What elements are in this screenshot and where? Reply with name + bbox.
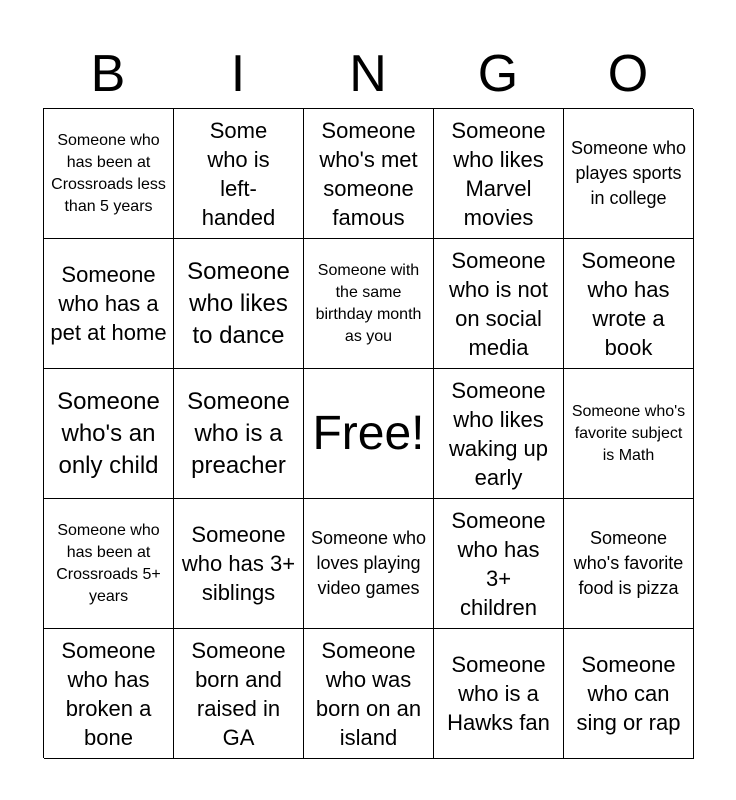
header-letter-g: G [477,45,519,103]
bingo-cell-r2-c1[interactable] [44,239,174,369]
bingo-cell-r3-c1[interactable] [44,369,174,499]
bingo-cell-r1-c2[interactable] [174,109,304,239]
cell-text: Someone who has 3+ children [451,507,546,620]
bingo-cell-r3-c5[interactable] [564,369,694,499]
bingo-cell-r4-c1[interactable] [44,499,174,629]
cell-text: Someone who playes sports in college [570,138,687,208]
cell-text: Some who is left-handed [201,117,276,230]
bingo-cell-r2-c4[interactable] [434,239,564,369]
bingo-cell-r1-c3[interactable] [304,109,434,239]
cell-text: Someone who likes to dance [187,257,290,349]
cell-text: Someone who's favorite subject is Math [571,402,686,464]
header-letter-n: N [349,45,387,103]
cell-text: Someone who has 3+ siblings [181,522,296,605]
cell-text: Someone born and raised in GA [191,637,286,750]
bingo-cell-r5-c5[interactable] [564,629,694,759]
bingo-cell-r5-c1[interactable] [44,629,174,759]
cell-text: Someone who's an only child [57,387,160,479]
bingo-cell-r5-c3[interactable] [304,629,434,759]
bingo-cell-r5-c2[interactable] [174,629,304,759]
bingo-cell-r2-c5[interactable] [564,239,694,369]
bingo-cell-r5-c4[interactable] [434,629,564,759]
bingo-cell-r1-c5[interactable] [564,109,694,239]
cell-text: Someone who likes waking up early [448,377,549,490]
cell-text: Someone who has wrote a book [581,247,676,360]
cell-text: Someone who has been at Crossroads 5+ years [56,521,161,605]
cell-text: Someone who's favorite food is pizza [573,528,684,598]
bingo-cell-r1-c1[interactable] [44,109,174,239]
cell-text: Someone who's met someone famous [319,117,418,230]
bingo-cell-r4-c3[interactable] [304,499,434,629]
bingo-board [43,108,693,758]
header-letter-o: O [607,45,649,103]
bingo-cell-r1-c4[interactable] [434,109,564,239]
bingo-cell-r3-c2[interactable] [174,369,304,499]
bingo-header [43,40,693,108]
bingo-cell-r4-c5[interactable] [564,499,694,629]
cell-text: Someone who is a preacher [187,387,290,479]
cell-text: Someone who has a pet at home [50,262,167,345]
cell-text: Someone with the same birthday month as you [315,261,422,345]
cell-text: Someone who likes Marvel movies [451,117,546,230]
bingo-cell-r2-c2[interactable] [174,239,304,369]
cell-text: Someone who is a Hawks fan [447,652,550,735]
bingo-cell-r4-c4[interactable] [434,499,564,629]
bingo-cell-r2-c3[interactable] [304,239,434,369]
header-letter-b: B [90,45,126,103]
free-space-label: Free! [312,406,425,460]
cell-text: Someone who can sing or rap [576,652,681,735]
bingo-cell-r4-c2[interactable] [174,499,304,629]
cell-text: Someone who was born on an island [315,637,422,750]
cell-text: Someone who loves playing video games [310,528,427,598]
bingo-cell-r3-c4[interactable] [434,369,564,499]
cell-text: Someone who has broken a bone [61,637,156,750]
cell-text: Someone who has been at Crossroads less than 5 years [51,131,166,215]
header-letter-i: I [230,45,246,103]
free-space-cell[interactable] [304,369,434,499]
cell-text: Someone who is not on social media [448,247,549,360]
